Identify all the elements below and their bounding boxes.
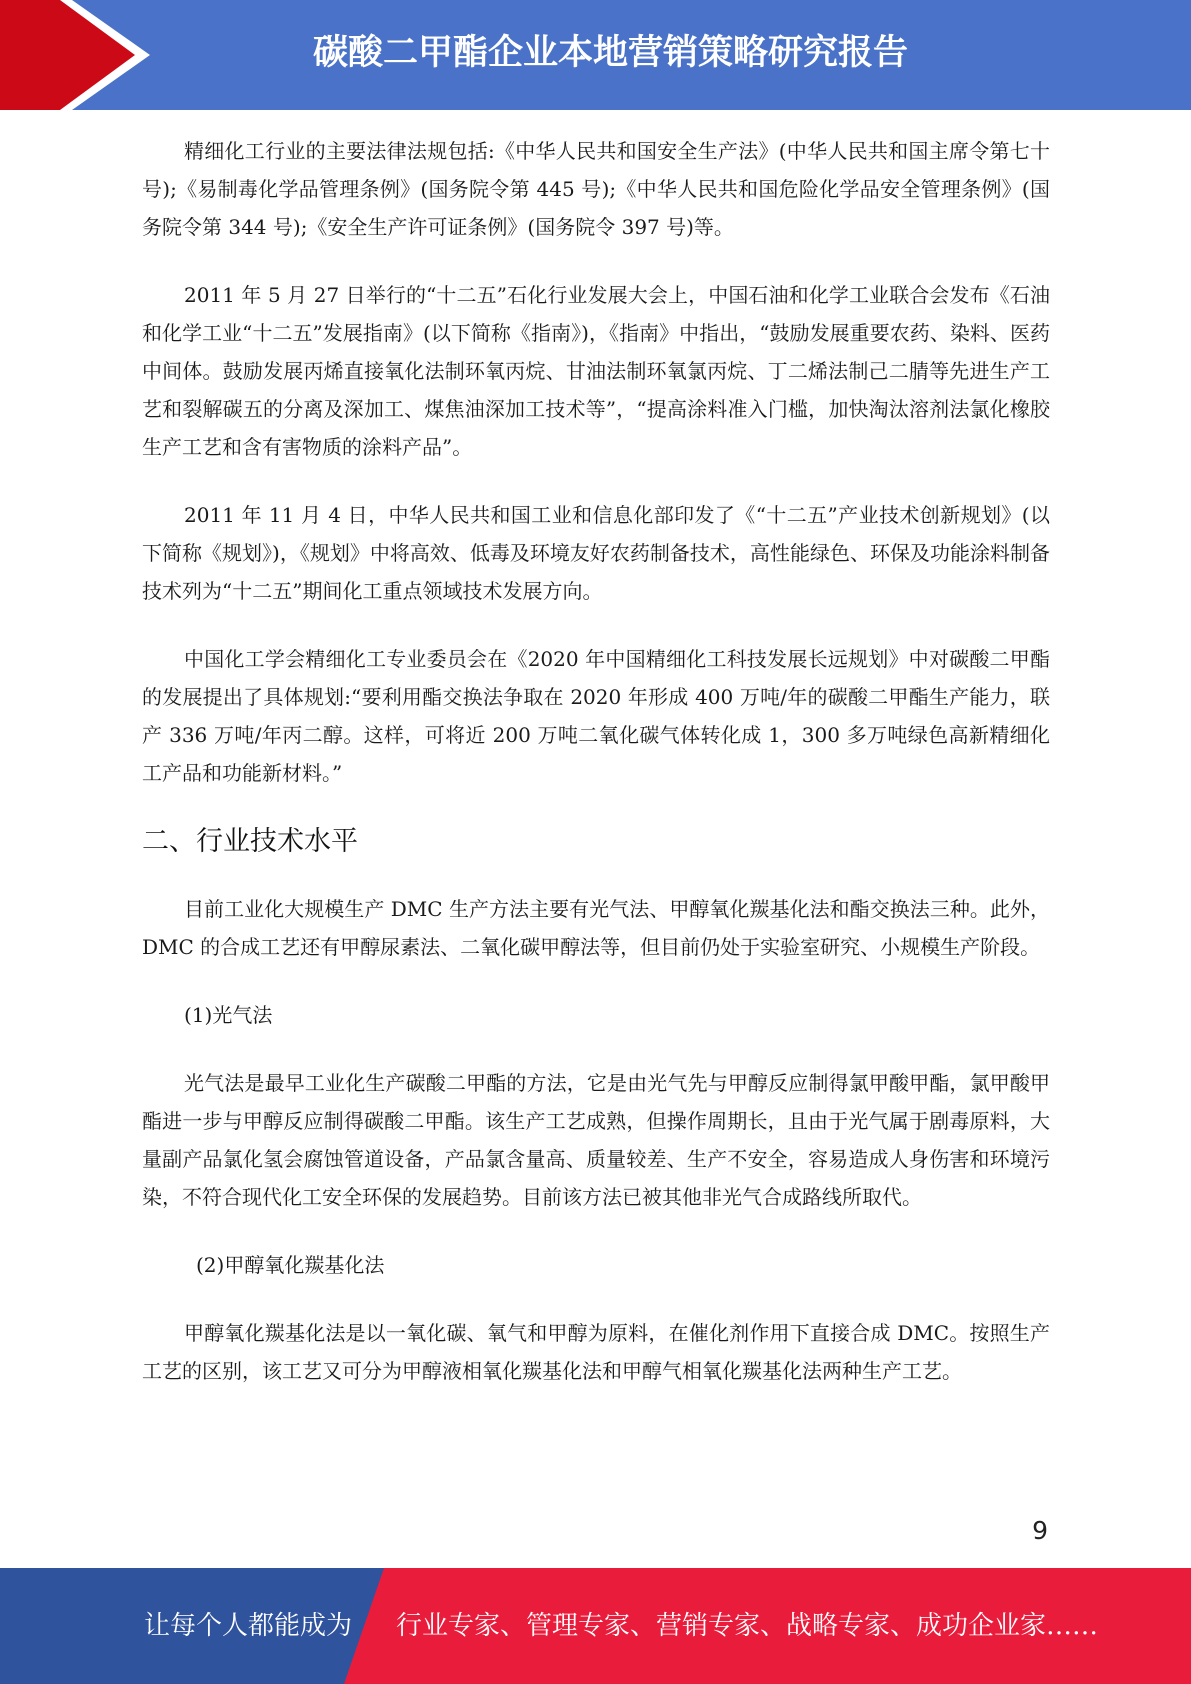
paragraph-laws: 精细化工行业的主要法律法规包括:《中华人民共和国安全生产法》(中华人民共和国主席令第七十号);《易制毒化学品管理条例》(国务院令第 445 号);《中华人民共和国危险化学品安全管理条例》(国务院令第 344 号);《安全生产许可证条例》(国务院令 397 号)等。	[142, 139, 1050, 239]
paragraph-plan-2011-11: 2011 年 11 月 4 日，中华人民共和国工业和信息化部印发了《“十二五”产业技术创新规划》(以下简称《规划》)，《规划》中将高效、低毒及环境友好农药制备技术，高性能绿色、环保及功能涂料制备技术列为“十二五”期间化工重点领域技术发展方向。	[142, 503, 1050, 603]
paragraph-production-methods: 目前工业化大规模生产 DMC 生产方法主要有光气法、甲醇氧化羰基化法和酯交换法三种。此外，DMC 的合成工艺还有甲醇尿素法、二氧化碳甲醇法等，但目前仍处于实验室研究、小规模生产阶段。	[142, 897, 1050, 959]
paragraph-2020-plan: 中国化工学会精细化工专业委员会在《2020 年中国精细化工科技发展长远规划》中对碳酸二甲酯的发展提出了具体规划:“要利用酯交换法争取在 2020 年形成 400 万吨/年的碳酸二甲酯生产能力，联产 336 万吨/年丙二醇。这样，可将近 200 万吨二氧化碳气体转化成 1，300 多万吨绿色高新精细化工产品和功能新材料。”	[142, 647, 1050, 785]
page-footer	[0, 1568, 1191, 1684]
paragraph-oxidative-carbonylation: 甲醇氧化羰基化法是以一氧化碳、氧气和甲醇为原料，在催化剂作用下直接合成 DMC。按照生产工艺的区别，该工艺又可分为甲醇液相氧化羰基化法和甲醇气相氧化羰基化法两种生产工艺。	[142, 1321, 1050, 1383]
page-number: 9	[1032, 1516, 1048, 1545]
document-body	[142, 132, 1050, 1420]
paragraph-phosgene: 光气法是最早工业化生产碳酸二甲酯的方法，它是由光气先与甲醇反应制得氯甲酸甲酯，氯甲酸甲酯进一步与甲醇反应制得碳酸二甲酯。该生产工艺成熟，但操作周期长，且由于光气属于剧毒原料，大量副产品氯化氢会腐蚀管道设备，产品氯含量高、质量较差、生产不安全，容易造成人身伤害和环境污染，不符合现代化工安全环保的发展趋势。目前该方法已被其他非光气合成路线所取代。	[142, 1071, 1050, 1209]
report-title: 碳酸二甲酯企业本地营销策略研究报告	[312, 33, 908, 73]
section-heading: 二、行业技术水平	[142, 826, 358, 857]
subheading-oxidative-carbonylation: (2)甲醇氧化羰基化法	[196, 1253, 385, 1277]
subheading-phosgene: (1)光气法	[184, 1003, 273, 1027]
footer-slogan-right: 行业专家、管理专家、营销专家、战略专家、成功企业家……	[396, 1611, 1099, 1641]
page-header	[0, 0, 1191, 110]
footer-slogan-left: 让每个人都能成为	[144, 1611, 353, 1641]
paragraph-guideline-2011-05: 2011 年 5 月 27 日举行的“十二五”石化行业发展大会上，中国石油和化学工业联合会发布《石油和化学工业“十二五”发展指南》(以下简称《指南》)，《指南》中指出，“鼓励发展重要农药、染料、医药中间体。鼓励发展丙烯直接氧化法制环氧丙烷、甘油法制环氧氯丙烷、丁二烯法制己二腈等先进生产工艺和裂解碳五的分离及深加工、煤焦油深加工技术等”，“提高涂料准入门槛，加快淘汰溶剂法氯化橡胶生产工艺和含有害物质的涂料产品”。	[142, 283, 1050, 459]
